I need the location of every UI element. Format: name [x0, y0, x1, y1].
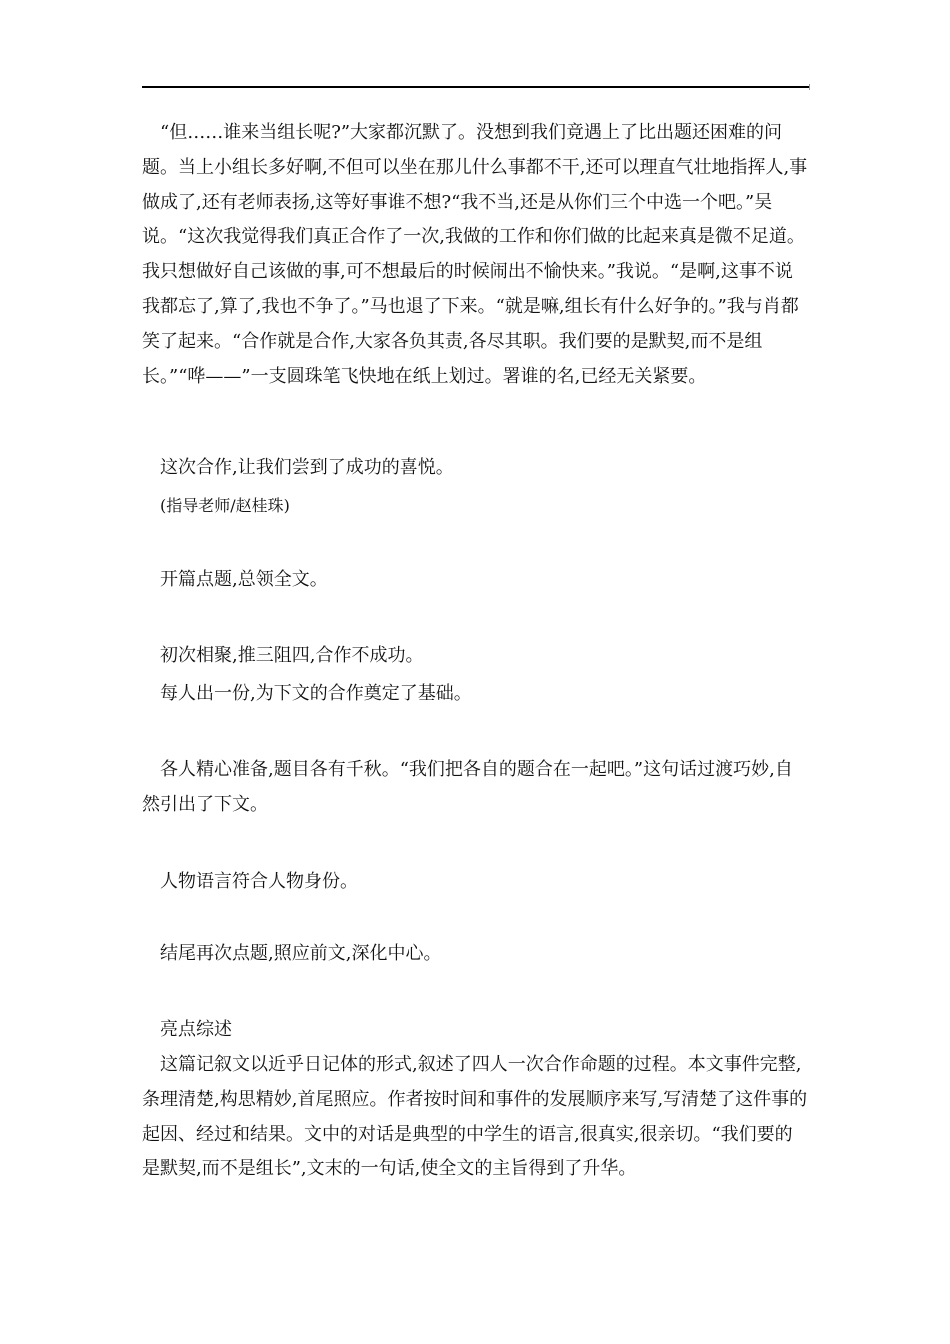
note-2: 初次相聚,推三阻四,合作不成功。 [160, 645, 424, 666]
header-rule [142, 86, 809, 88]
note-1: 开篇点题,总领全文。 [160, 569, 328, 590]
summary-body: 这篇记叙文以近乎日记体的形式,叙述了四人一次合作命题的过程。本文事件完整,条理清楚,构思精妙,首尾照应。作者按时间和事件的发展顺序来写,写清楚了这件事的起因、经过和结果。文中的对话是典型的中学生的语言,很真实,很亲切。“我们要的是默契,而不是组长”,文末的一句话,使全文的主旨得到了升华。 [142, 1054, 808, 1180]
teacher-credit: (指导老师/赵桂珠) [160, 496, 290, 515]
note-6: 结尾再次点题,照应前文,深化中心。 [160, 943, 442, 964]
header-rule-tick [809, 84, 810, 90]
note-4: 各人精心准备,题目各有千秋。“我们把各自的题合在一起吧。”这句话过渡巧妙,自然引出了下文。 [142, 759, 793, 815]
summary-heading: 亮点综述 [160, 1019, 232, 1040]
main-paragraph: “但……谁来当组长呢?”大家都沉默了。没想到我们竟遇上了比出题还困难的问题。当上小组长多好啊,不但可以坐在那儿什么事都不干,还可以理直气壮地指挥人,事做成了,还有老师表扬,这等好事谁不想?“我不当,还是从你们三个中选一个吧。”吴说。“这次我觉得我们真正合作了一次,我做的工作和你们做的比起来真是微不足道。我只想做好自己该做的事,可不想最后的时候闹出不愉快来。”我说。“是啊,这事不说我都忘了,算了,我也不争了。”马也退了下来。“就是嘛,组长有什么好争的。”我与肖都笑了起来。“合作就是合作,大家各负其责,各尽其职。我们要的是默契,而不是组长。”“哗——”一支圆珠笔飞快地在纸上划过。署谁的名,已经无关紧要。 [142, 122, 808, 387]
note-5: 人物语言符合人物身份。 [160, 871, 358, 892]
closing-line: 这次合作,让我们尝到了成功的喜悦。 [160, 457, 454, 478]
note-3: 每人出一份,为下文的合作奠定了基础。 [160, 683, 472, 704]
